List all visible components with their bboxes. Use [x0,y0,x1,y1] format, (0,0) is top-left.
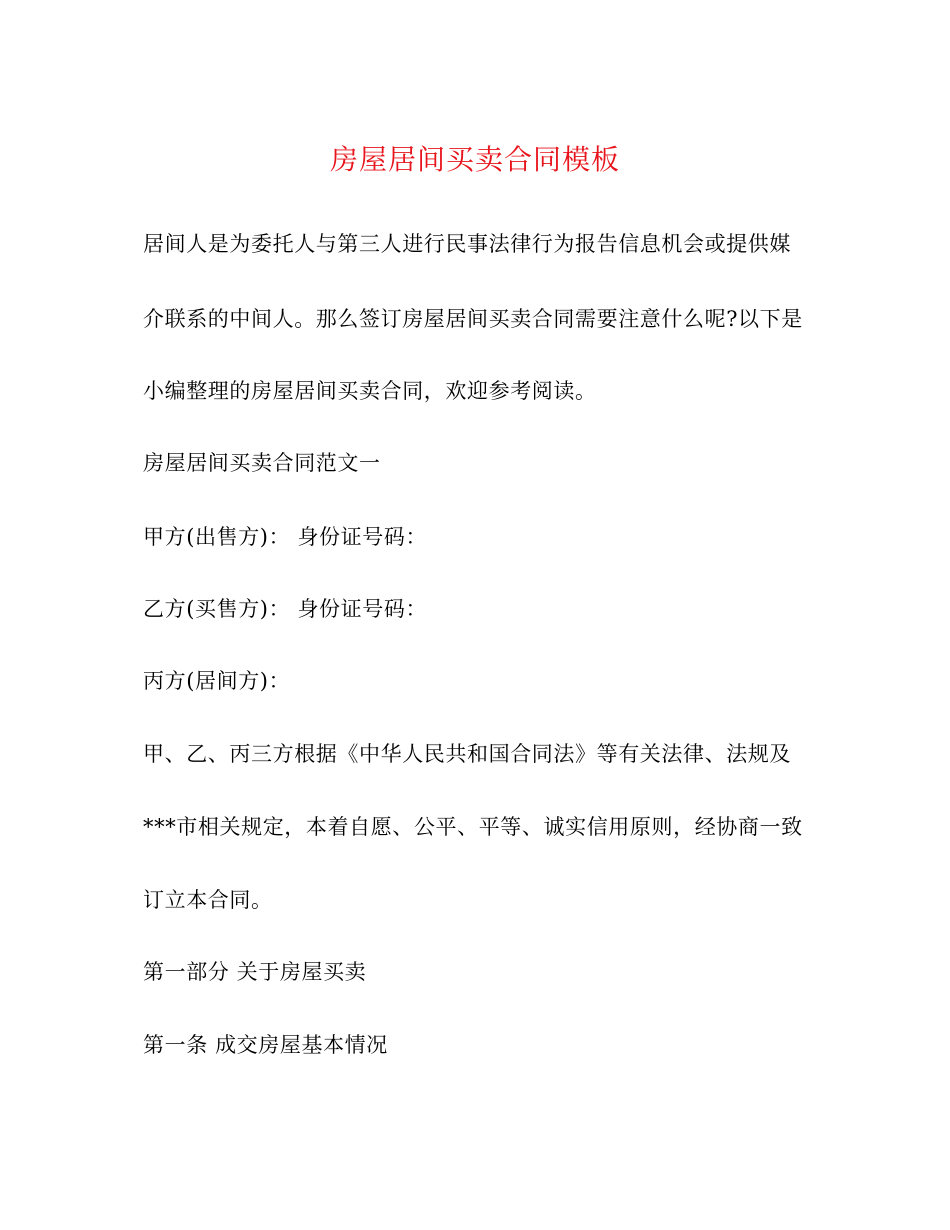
text-line-1: 居间人是为委托人与第三人进行民事法律行为报告信息机会或提供媒 [143,232,791,256]
text-line-3: 小编整理的房屋居间买卖合同，欢迎参考阅读。 [143,379,597,403]
party-c-line: 丙方(居间方)： [143,669,291,693]
text-line-2: 介联系的中间人。那么签订房屋居间买卖合同需要注意什么呢?以下是 [143,307,803,331]
document-title: 房屋居间买卖合同模板 [329,143,620,176]
part-one-heading: 第一部分 关于房屋买卖 [143,960,367,984]
party-a-line: 甲方(出售方)： 身份证号码： [143,525,428,549]
text-line-10: 订立本合同。 [143,888,273,912]
article-one-heading: 第一条 成交房屋基本情况 [143,1033,388,1057]
text-line-8: 甲、乙、丙三方根据《中华人民共和国合同法》等有关法律、法规及 [143,742,791,766]
text-line-9: ***市相关规定，本着自愿、公平、平等、诚实信用原则，经协商一致 [143,815,803,839]
section-heading-example-1: 房屋居间买卖合同范文一 [143,451,381,475]
party-b-line: 乙方(买售方)： 身份证号码： [143,597,428,621]
